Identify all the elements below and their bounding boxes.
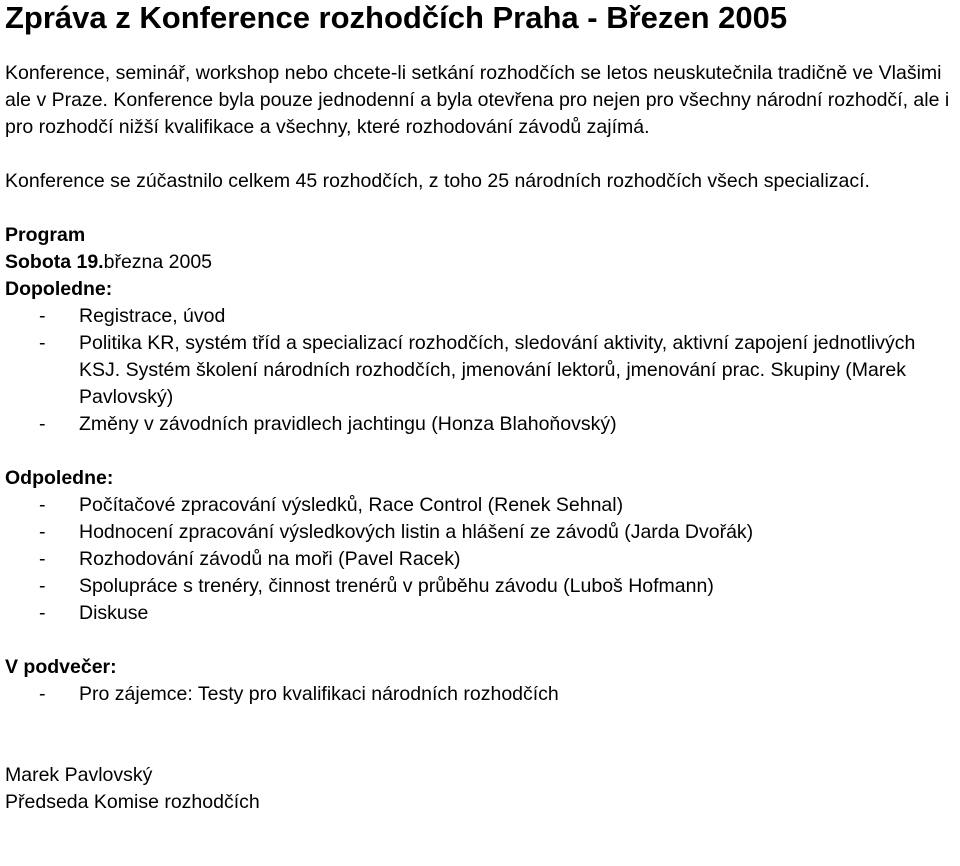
list-item-text: Hodnocení zpracování výsledkových listin a hlášení ze závodů (Jarda Dvořák) bbox=[79, 521, 754, 543]
list-item bbox=[5, 411, 960, 438]
list-item bbox=[5, 492, 960, 519]
afternoon-list bbox=[5, 492, 960, 627]
list-item bbox=[5, 573, 960, 600]
list-item-text: Rozhodování závodů na moři (Pavel Racek) bbox=[79, 548, 461, 570]
list-bullet: - bbox=[39, 683, 46, 705]
list-bullet: - bbox=[39, 494, 46, 516]
list-item-text: Počítačové zpracování výsledků, Race Control (Renek Sehnal) bbox=[79, 494, 624, 516]
list-item-text: Politika KR, systém tříd a specializací rozhodčích, sledování aktivity, aktivní zapojení jednotlivých KSJ. Systém školení národních rozhodčích, jmenování lektorů, jmenování prac. Skupiny (Marek Pavlovský) bbox=[79, 332, 916, 408]
signature-role: Předseda Komise rozhodčích bbox=[5, 791, 260, 813]
signature-name: Marek Pavlovský bbox=[5, 764, 153, 786]
list-item bbox=[5, 546, 960, 573]
program-day-date: března 2005 bbox=[103, 251, 213, 273]
signature-block bbox=[5, 762, 960, 816]
morning-list bbox=[5, 303, 960, 438]
page-title: Zpráva z Konference rozhodčích Praha - Březen 2005 bbox=[5, 0, 788, 35]
intro-paragraph: Konference, seminář, workshop nebo chcete-li setkání rozhodčích se letos neuskutečnila tradičně ve Vlašimi ale v Praze. Konference byla pouze jednodenní a byla otevřena pro nejen pro všechny národní rozhodčí, ale i pro rozhodčí nižší kvalifikace a všechny, které rozhodování závodů zajímá. bbox=[5, 62, 950, 138]
list-bullet: - bbox=[39, 602, 46, 624]
evening-heading: V podvečer: bbox=[5, 656, 117, 678]
program-day bbox=[5, 249, 960, 276]
list-item bbox=[5, 519, 960, 546]
morning-heading: Dopoledne: bbox=[5, 278, 113, 300]
list-item bbox=[5, 303, 960, 330]
list-item-text: Diskuse bbox=[79, 602, 149, 624]
list-bullet: - bbox=[39, 548, 46, 570]
program-heading: Program bbox=[5, 224, 86, 246]
evening-list bbox=[5, 681, 960, 708]
list-bullet: - bbox=[39, 521, 46, 543]
list-item-text: Registrace, úvod bbox=[79, 305, 226, 327]
afternoon-heading: Odpoledne: bbox=[5, 467, 114, 489]
list-bullet: - bbox=[39, 575, 46, 597]
list-bullet: - bbox=[39, 305, 46, 327]
program-day-label: Sobota 19. bbox=[5, 251, 104, 273]
list-item bbox=[5, 681, 960, 708]
list-item-text: Pro zájemce: Testy pro kvalifikaci národních rozhodčích bbox=[79, 683, 559, 705]
attendance-paragraph: Konference se zúčastnilo celkem 45 rozhodčích, z toho 25 národních rozhodčích všech specializací. bbox=[5, 170, 870, 192]
list-item-text: Spolupráce s trenéry, činnost trenérů v průběhu závodu (Luboš Hofmann) bbox=[79, 575, 714, 597]
list-bullet: - bbox=[39, 332, 46, 354]
list-item-text: Změny v závodních pravidlech jachtingu (Honza Blahoňovský) bbox=[79, 413, 617, 435]
list-item bbox=[5, 330, 960, 411]
list-bullet: - bbox=[39, 413, 46, 435]
list-item bbox=[5, 600, 960, 627]
